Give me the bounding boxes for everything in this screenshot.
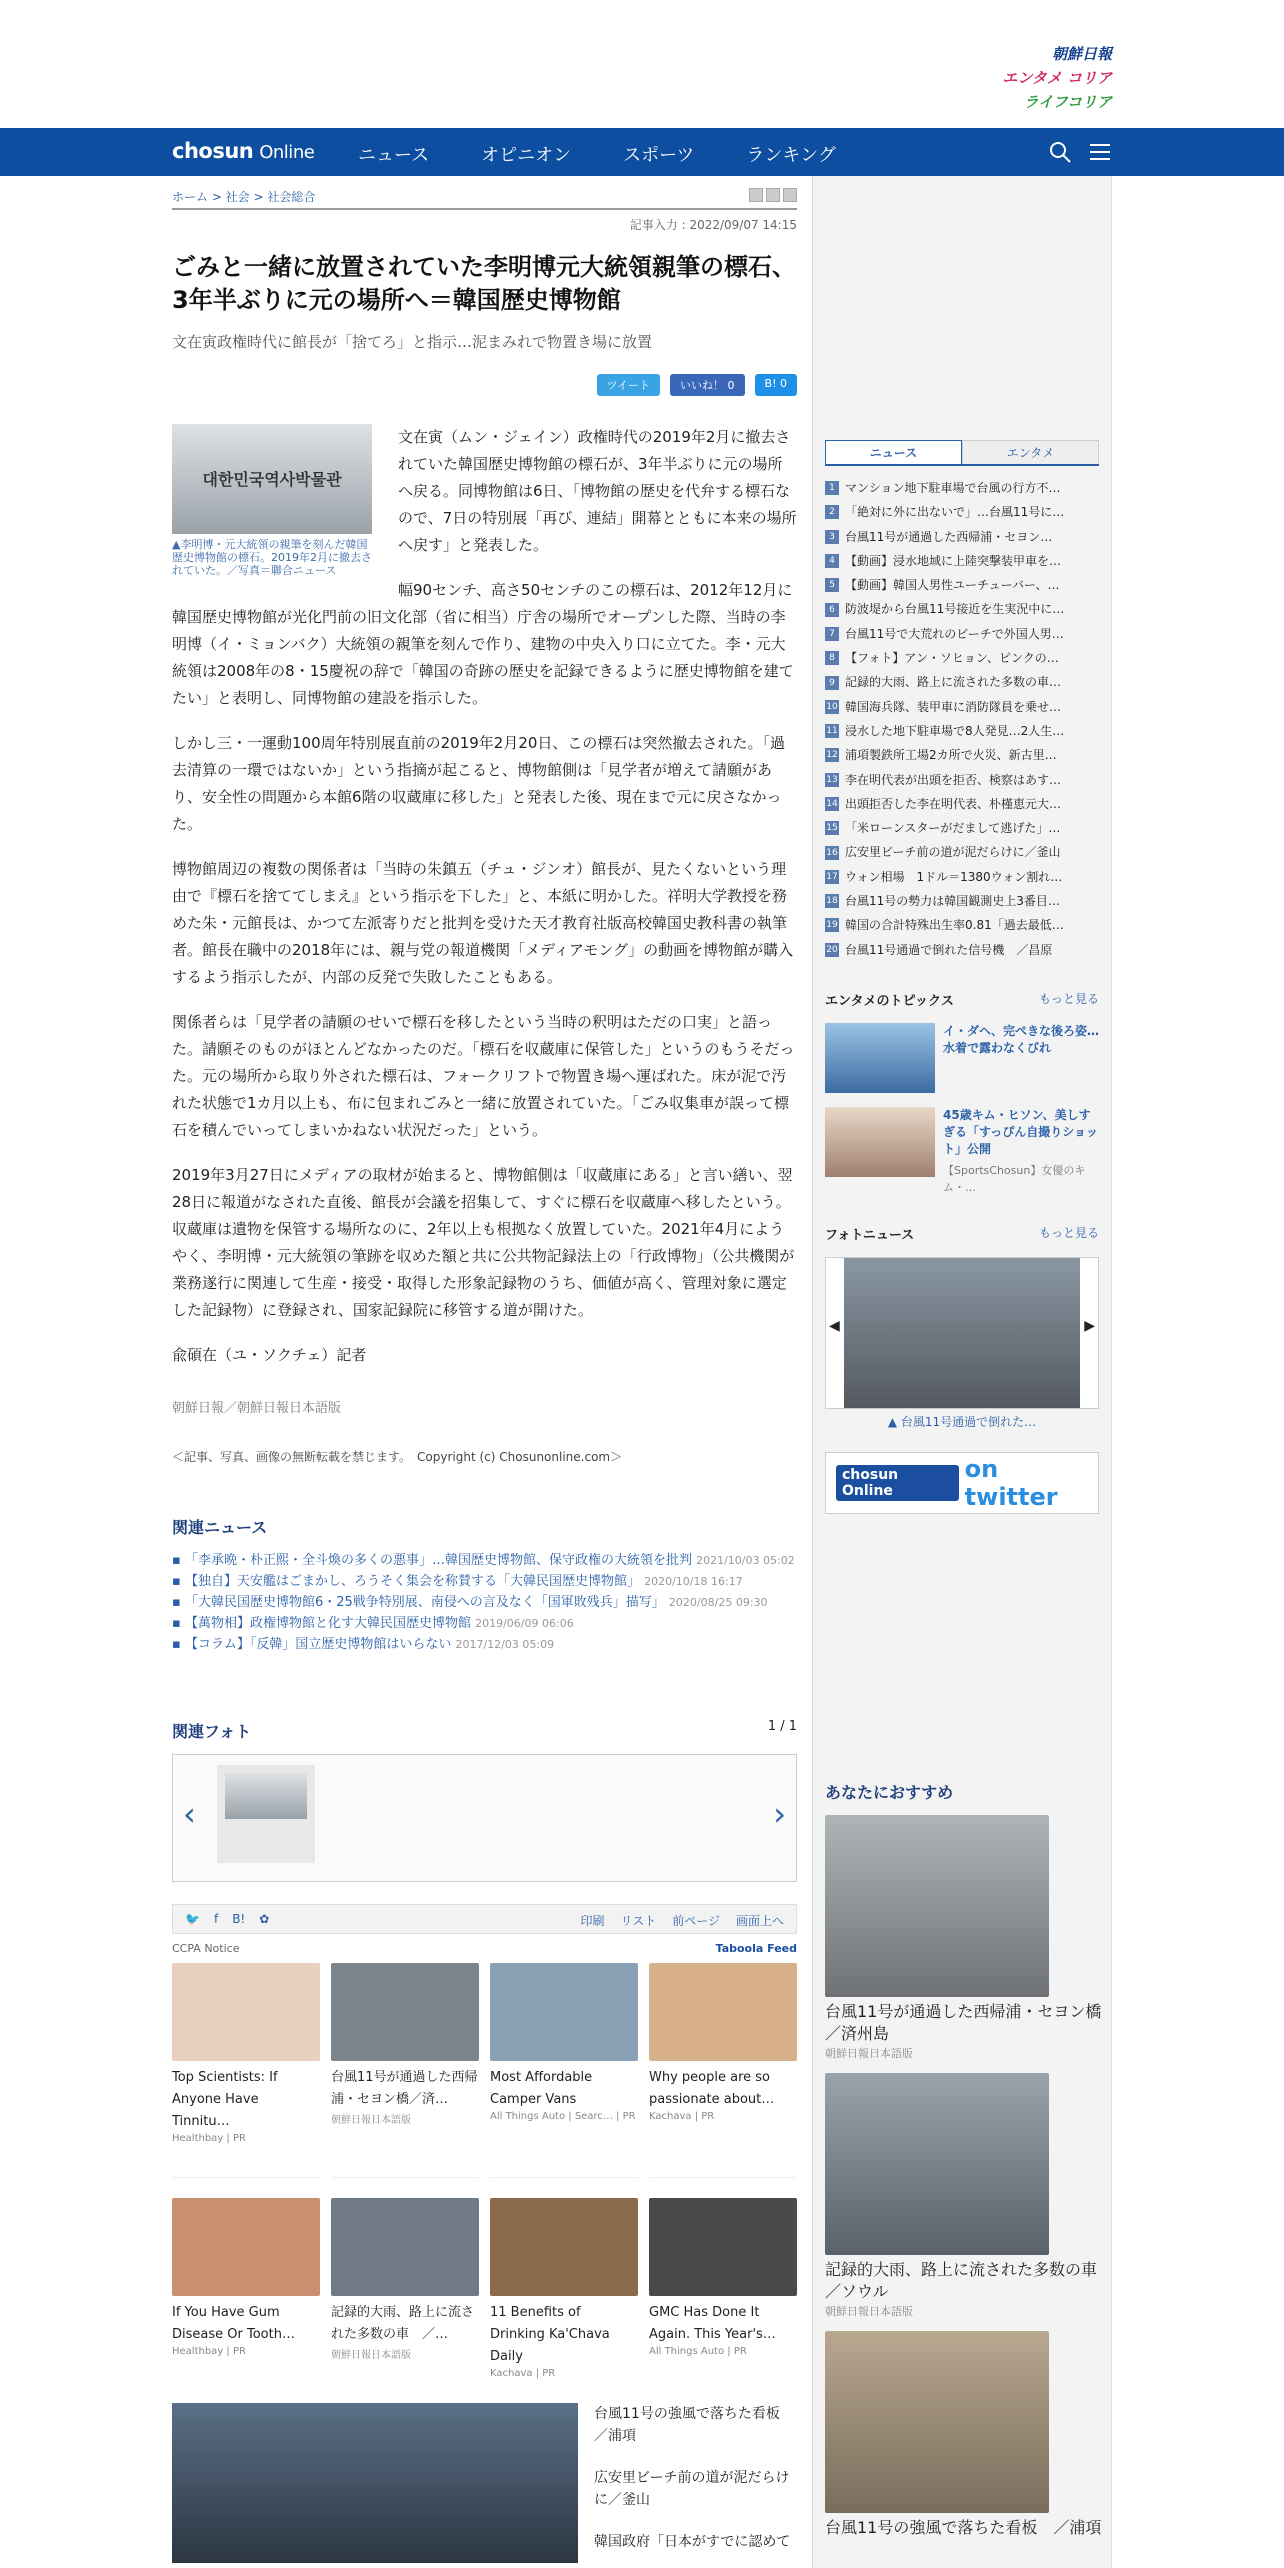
ranking-item[interactable]: [825, 476, 1099, 500]
recommend-title: 台風11号が通過した西帰浦・セヨン橋／済州島: [825, 2001, 1102, 2043]
main-nav: [0, 128, 1284, 176]
card-source: Kachava | PR: [490, 2368, 556, 2379]
ranking-item[interactable]: [825, 913, 1099, 937]
main-column: [172, 176, 797, 2568]
rank-number: 1: [825, 481, 839, 495]
nav-items: [358, 141, 836, 167]
photo-news-heading: フォトニュース もっと見る: [825, 1225, 1099, 1243]
recommend-section: [825, 1780, 1114, 2539]
sponsored-card[interactable]: [490, 2177, 638, 2379]
card-source: 朝鮮日報日本語版: [331, 2350, 411, 2361]
card-title: Most Affordable Camper Vans: [490, 2070, 593, 2107]
print-link[interactable]: 印刷: [580, 1914, 605, 1928]
hatena-button[interactable]: B! 0: [755, 374, 797, 396]
related-news-item[interactable]: ▪ 【萬物相】政権博物館と化す大韓民国歴史博物館 2019/06/09 06:06: [172, 1616, 574, 1631]
copyright-notice: ＜記事、写真、画像の無断転載を禁じます。 Copyright (c) Chosunonline.com＞: [172, 1450, 623, 1464]
bottom-feature: [172, 2403, 797, 2568]
ranking-item[interactable]: [825, 549, 1099, 573]
nav-opinion[interactable]: オピニオン: [481, 145, 572, 166]
rank-number: 3: [825, 530, 839, 544]
ranking-item[interactable]: [825, 889, 1099, 913]
recommend-image: [825, 2331, 1049, 2513]
font-large-icon[interactable]: [783, 188, 797, 202]
rank-number: 16: [826, 847, 838, 858]
ccpa-notice: [172, 1942, 797, 1955]
related-news: [172, 1515, 797, 1655]
rank-title: 記録的大雨、路上に流された多数の車…: [845, 675, 1062, 690]
ranking-item[interactable]: [825, 840, 1099, 864]
ranking-item[interactable]: [825, 597, 1099, 621]
sidebar: [812, 176, 1112, 2568]
ranking-item[interactable]: [825, 622, 1099, 646]
rank-number: 8: [825, 651, 839, 665]
rank-title: 「絶対に外に出ないで」…台風11号に…: [845, 505, 1065, 520]
top-header: [0, 0, 1284, 128]
card-title: If You Have Gum Disease Or Tooth…: [172, 2305, 295, 2342]
card-source: Healthbay | PR: [172, 2346, 246, 2357]
rank-title: 韓国海兵隊、装甲車に消防隊員を乗せ…: [845, 699, 1062, 714]
article-body: [172, 424, 797, 1471]
sponsored-card[interactable]: [172, 2177, 320, 2379]
recommend-heading: あなたにおすすめ: [825, 1782, 954, 1802]
photo-news-slider: [825, 1257, 1099, 1409]
rank-title: 台風11号の勢力は韓国観測史上3番目…: [845, 894, 1060, 909]
rank-number: 2: [825, 505, 839, 519]
rank-title: 「米ローンスターがだまして逃げた」…: [845, 821, 1061, 836]
ranking-item[interactable]: [825, 670, 1099, 694]
rank-number: 20: [826, 944, 838, 955]
card-title: 台風11号が通過した西帰浦・セヨン橋／済…: [331, 2070, 478, 2107]
ranking-item[interactable]: [825, 525, 1099, 549]
brand-links: [1002, 42, 1112, 114]
rank-title: 台風11号通過で倒れた信号機 ／昌原: [845, 942, 1053, 957]
rank-number: 10: [826, 701, 838, 712]
rank-number: 17: [826, 871, 838, 882]
ranking-item[interactable]: [825, 646, 1099, 670]
recommend-item[interactable]: [825, 2073, 1114, 2319]
topic-title: イ・ダヘ、完ぺきな後ろ姿…水着で露わなくびれ: [943, 1023, 1100, 1055]
sponsored-grid: [172, 1963, 797, 2379]
logo-suffix: Online: [259, 142, 315, 163]
rank-number: 11: [826, 726, 838, 737]
rank-number: 7: [825, 627, 839, 641]
font-small-icon[interactable]: [749, 188, 763, 202]
sponsored-card[interactable]: [331, 2177, 479, 2379]
rank-number: 13: [826, 774, 838, 785]
related-news-item[interactable]: ▪ 「李承晩・朴正熙・全斗煥の多くの悪事」…韓国歴史博物館、保守政権の大統領を批判 2021/10/03 05:02: [172, 1553, 795, 1568]
rank-title: 台風11号が通過した西帰浦・セヨン…: [845, 529, 1053, 544]
related-news-item[interactable]: ▪ 「大韓民国歴史博物館6・25戦争特別展、南侵への言及なく「国軍敗残兵」描写」 2020/08/25 09:30: [172, 1595, 768, 1610]
topic-sub: 【SportsChosun】女優のキム・…: [943, 1163, 1086, 1194]
related-news-item[interactable]: ▪ 【独自】天安艦はごまかし、ろうそく集会を称賛する「大韓民国歴史博物館」 2020/10/18 16:17: [172, 1574, 743, 1589]
topic-item[interactable]: [825, 1107, 1099, 1196]
recommend-image: [825, 1815, 1049, 1997]
search-icon[interactable]: [1048, 140, 1072, 164]
card-image: [331, 2198, 479, 2296]
sponsored-card[interactable]: [331, 1963, 479, 2144]
rank-number: 12: [826, 750, 838, 761]
rank-number: 18: [826, 896, 838, 907]
rank-title: 韓国の合計特殊出生率0.81「過去最低…: [845, 918, 1064, 933]
card-source: All Things Auto | PR: [649, 2346, 747, 2357]
photo-caption: ▲李明博・元大統領の親筆を刻んだ韓国歴史博物館の標石。2019年2月に撤去されていた。／写真＝聯合ニュース: [172, 538, 372, 577]
like-button[interactable]: いいね！ 0: [670, 374, 745, 396]
rank-title: 台風11号で大荒れのビーチで外国人男…: [845, 626, 1064, 641]
article-photo[interactable]: [172, 424, 372, 534]
twitter-banner[interactable]: [825, 1452, 1099, 1514]
card-image: [649, 2198, 797, 2296]
nav-news[interactable]: ニュース: [358, 145, 430, 166]
ranking-list: [825, 476, 1099, 962]
rank-number: 5: [825, 578, 839, 592]
related-news-item[interactable]: ▪ 【コラム】「反韓」国立歴史博物館はいらない 2017/12/03 05:09: [172, 1637, 555, 1652]
ranking-tabs: [825, 440, 1099, 466]
ranking-item[interactable]: [825, 719, 1099, 743]
related-news-heading: 関連ニュース: [172, 1518, 268, 1537]
card-title: 記録的大雨、路上に流された多数の車 ／…: [331, 2305, 475, 2342]
paragraph: 2019年3月27日にメディアの取材が始まると、博物館側は「収蔵庫にある」と言い繕い、翌28日に報道がなされた直後、館長が会議を招集して、すぐに標石を収蔵庫へ移したという。収蔵庫は遺物を保管する場所なのに、2年以上も根拠なく放置していた。2021年4月にようやく、李明博・元大統領の筆跡を収めた額と共に公共物記録法上の「行政博物」（公共機関が業務遂行に関連して生産・接受・取得した形象記録物のうち、価値が高く、管理対象に選定した記録物）に登録され、国家記録院に移管する道が開けた。: [172, 1166, 795, 1319]
sponsored-card[interactable]: [490, 1963, 638, 2144]
taboola-logo[interactable]: Taboola Feed: [715, 1942, 797, 1955]
rank-title: 防波堤から台風11号接近を生実況中に…: [845, 602, 1065, 617]
rank-title: ウォン相場 1ドル＝1380ウォン割れ…: [845, 869, 1063, 884]
rank-number: 19: [826, 920, 838, 931]
chevron-right-icon[interactable]: ▶: [1084, 1317, 1095, 1334]
logo-text: chosun: [172, 139, 254, 163]
related-photo-heading: 関連フォト: [172, 1722, 252, 1741]
nav-icons: [1048, 140, 1112, 164]
topic-image: [825, 1107, 935, 1177]
bookmark-icon[interactable]: ✿: [259, 1912, 270, 1926]
card-source: 朝鮮日報日本語版: [331, 2115, 411, 2126]
feature-image[interactable]: [172, 2403, 578, 2563]
card-image: [172, 1963, 320, 2061]
bottom-link[interactable]: 広安里ビーチ前の道が泥だらけに／釜山: [594, 2470, 790, 2508]
recommend-source: 朝鮮日報日本語版: [825, 2046, 913, 2060]
photo-news-image[interactable]: [844, 1258, 1080, 1408]
photo-news-caption[interactable]: ▲ 台風11号通過で倒れた…: [887, 1414, 1037, 1429]
card-title: GMC Has Done It Again. This Year's…: [649, 2305, 776, 2342]
article-source: 朝鮮日報／朝鮮日報日本語版: [172, 1401, 342, 1416]
rank-title: マンション地下駐車場で台風の行方不…: [845, 481, 1061, 495]
article-title: ごみと一緒に放置されていた李明博元大統領親筆の標石、3年半ぶりに元の場所へ＝韓国歴史博物館: [172, 253, 796, 314]
font-size-controls: [749, 188, 797, 202]
sponsored-card[interactable]: [172, 1963, 320, 2144]
recommend-image: [825, 2073, 1049, 2255]
card-image: [331, 1963, 479, 2061]
paragraph: 関係者らは「見学者の請願のせいで標石を移したという当時の釈明はただの口実」と語った。請願そのものがほとんどなかったのだ。「標石を収蔵庫に保管した」というのもうそだった。元の場所から取り外された標石は、フォークリフトで物置き場へ運ばれた。床が泥で汚れた状態で1カ月以上も、布に包まれごみと一緒に放置されていた。「ごみ収集車が誤って標石を積んでいってしまいかねない状況だった」という。: [172, 1013, 795, 1139]
breadcrumb: [172, 188, 797, 210]
recommend-item[interactable]: [825, 2331, 1111, 2539]
breadcrumb-text[interactable]: ホーム > 社会 > 社会総合: [172, 190, 316, 204]
sponsored-card[interactable]: [649, 2177, 797, 2379]
prev-page-link[interactable]: 前ページ: [672, 1914, 720, 1928]
sponsored-card[interactable]: [649, 1963, 797, 2144]
facebook-icon[interactable]: f: [213, 1912, 219, 1926]
card-title: 11 Benefits of Drinking Ka'Chava Daily: [490, 2305, 610, 2364]
rank-title: 【動画】韓国人男性ユーチューバー、…: [845, 578, 1060, 593]
photo-thumbnail[interactable]: [217, 1765, 315, 1863]
ranking-item[interactable]: [825, 865, 1099, 889]
menu-icon[interactable]: [1088, 140, 1112, 164]
banner-right: on twitter: [964, 1454, 1058, 1511]
page-top-link[interactable]: 画面上へ: [735, 1914, 784, 1928]
banner-left: chosun Online: [836, 1465, 959, 1501]
recommend-item[interactable]: [825, 1815, 1111, 2061]
paragraph: 幅90センチ、高さ50センチのこの標石は、2012年12月に韓国歴史博物館が光化門前の旧文化部（省に相当）庁舎の場所でオープンした際、当時の李明博（イ・ミョンバク）大統領の親筆を刻んで作り、建物の中央入り口に立てた。李・元大統領は2008年の8・15慶祝の辞で「韓国の奇跡の歴史を記録できるように歴史博物館を建てたい」と表明し、同博物館の建設を指示した。: [172, 581, 794, 707]
font-medium-icon[interactable]: [766, 188, 780, 202]
rank-number: 14: [826, 799, 838, 809]
photo-stone-text: 대한민국역사박물관: [202, 469, 342, 489]
bottom-link[interactable]: 台風11号の強風で落ちた看板 ／浦項: [594, 2406, 794, 2444]
rank-title: 李在明代表が出頭を拒否、検察はあす…: [845, 772, 1062, 787]
card-source: Healthbay | PR: [172, 2133, 246, 2144]
paragraph: しかし三・一運動100周年特別展直前の2019年2月20日、この標石は突然撤去された。「過去清算の一環ではないか」という指摘が起こると、博物館側は「見学者が増えて請願があり、安全性の問題から本館6階の収蔵庫に移した」と発表した後、現在まで元に戻さなかった。: [172, 734, 785, 833]
ranking-item[interactable]: [825, 792, 1099, 816]
card-image: [649, 1963, 797, 2061]
photo-count: 1 / 1: [767, 1719, 797, 1734]
ranking-item[interactable]: [825, 768, 1099, 792]
nav-sports[interactable]: スポーツ: [623, 145, 695, 166]
article-date: 記事入力 : 2022/09/07 14:15: [629, 218, 797, 232]
bottom-link[interactable]: 韓国政府「日本がすでに認めて: [594, 2534, 791, 2550]
brand-entame[interactable]: エンタメ コリア: [1002, 69, 1112, 87]
ranking-item[interactable]: [825, 816, 1099, 840]
tweet-button[interactable]: ツイート: [597, 374, 660, 396]
chevron-left-icon[interactable]: ‹: [183, 1795, 196, 1833]
brand-life[interactable]: ライフコリア: [1023, 93, 1112, 111]
article-toolbar: [172, 1904, 797, 1934]
twitter-icon[interactable]: 🐦: [185, 1912, 200, 1926]
card-title: Why people are so passionate about…: [649, 2070, 775, 2107]
more-link[interactable]: もっと見る: [1038, 991, 1099, 1006]
rank-title: 【フォト】アン・ソヒョン、ピンクの…: [845, 651, 1059, 666]
rank-number: 9: [825, 676, 839, 690]
paragraph: 文在寅（ムン・ジェイン）政権時代の2019年2月に撤去されていた韓国歴史博物館の標石が、3年半ぶりに元の場所へ戻る。同博物館は6日、「博物館の歴史を代弁する標石なので、7日の特別展「再び、連結」開幕とともに本来の場所へ戻す」と発表した。: [398, 428, 797, 554]
ranking-item[interactable]: [825, 695, 1099, 719]
ranking-item[interactable]: [825, 500, 1099, 524]
chevron-right-icon[interactable]: ›: [773, 1795, 786, 1833]
card-title: Top Scientists: If Anyone Have Tinnitu…: [172, 2070, 278, 2129]
article-author: 兪碩在（ユ・ソクチェ）記者: [172, 1346, 367, 1364]
recommend-title: 台風11号の強風で落ちた看板 ／浦項: [825, 2517, 1102, 2537]
tab-news[interactable]: ニュース: [825, 440, 962, 464]
rank-number: 6: [825, 603, 839, 617]
nav-ranking[interactable]: ランキング: [746, 145, 836, 166]
rank-title: 【動画】浸水地域に上陸突撃装甲車を…: [845, 553, 1062, 568]
brand-chosun[interactable]: 朝鮮日報: [1051, 45, 1112, 63]
rank-number: 4: [825, 554, 839, 568]
article-subtitle: 文在寅政権時代に館長が「捨てろ」と指示…泥まみれで物置き場に放置: [172, 333, 653, 351]
ranking-item[interactable]: [825, 938, 1099, 962]
site-logo[interactable]: [172, 139, 314, 163]
paragraph: 博物館周辺の複数の関係者は「当時の朱鎮五（チュ・ジンオ）館長が、見たくないという理由で『標石を捨ててしまえ』という指示を下した」と、本紙に明かした。祥明大学教授を務めた朱・元館長は、かつて左派寄りだと批判を受けた天才教育社版高校韓国史教科書の執筆者。館長在職中の2018年には、親与党の報道機関「メディアモング」の動画を博物館が購入するよう指示したが、内部の反発で失敗したこともある。: [172, 860, 794, 986]
rank-title: 出頭拒否した李在明代表、朴槿恵元大…: [845, 796, 1062, 811]
tab-entame[interactable]: エンタメ: [962, 440, 1099, 464]
rank-title: 広安里ビーチ前の道が泥だらけに／釜山: [845, 845, 1061, 860]
topic-item[interactable]: [825, 1023, 1099, 1093]
recommend-source: 朝鮮日報日本語版: [825, 2304, 913, 2318]
entame-topics-heading: エンタメのトピックス もっと見る: [825, 991, 1099, 1009]
ccpa-link[interactable]: CCPA Notice: [172, 1942, 240, 1955]
recommend-title: 記録的大雨、路上に流された多数の車 ／ソウル: [825, 2259, 1114, 2301]
rank-title: 浸水した地下駐車場で8人発見…2人生…: [845, 723, 1065, 738]
chevron-left-icon[interactable]: ◀: [829, 1317, 840, 1334]
rank-number: 15: [826, 823, 838, 834]
card-image: [490, 2198, 638, 2296]
hatena-icon[interactable]: B!: [232, 1912, 246, 1926]
related-photo: [172, 1719, 797, 1882]
card-source: All Things Auto | Searc… | PR: [490, 2111, 636, 2122]
card-source: Kachava | PR: [649, 2111, 715, 2122]
photo-carousel: [172, 1754, 797, 1882]
more-link[interactable]: もっと見る: [1038, 1225, 1099, 1240]
list-link[interactable]: リスト: [620, 1914, 657, 1928]
topic-image: [825, 1023, 935, 1093]
rank-title: 浦項製鉄所工場2カ所で火災、新古里…: [845, 748, 1057, 763]
ranking-item[interactable]: [825, 573, 1099, 597]
share-buttons: [172, 374, 797, 396]
card-image: [490, 1963, 638, 2061]
topic-title: 45歳キム・ヒソン、美しすぎる「すっぴん自撮りショット」公開: [943, 1107, 1099, 1156]
ranking-item[interactable]: [825, 743, 1099, 767]
card-image: [172, 2198, 320, 2296]
article-figure: [172, 424, 372, 577]
